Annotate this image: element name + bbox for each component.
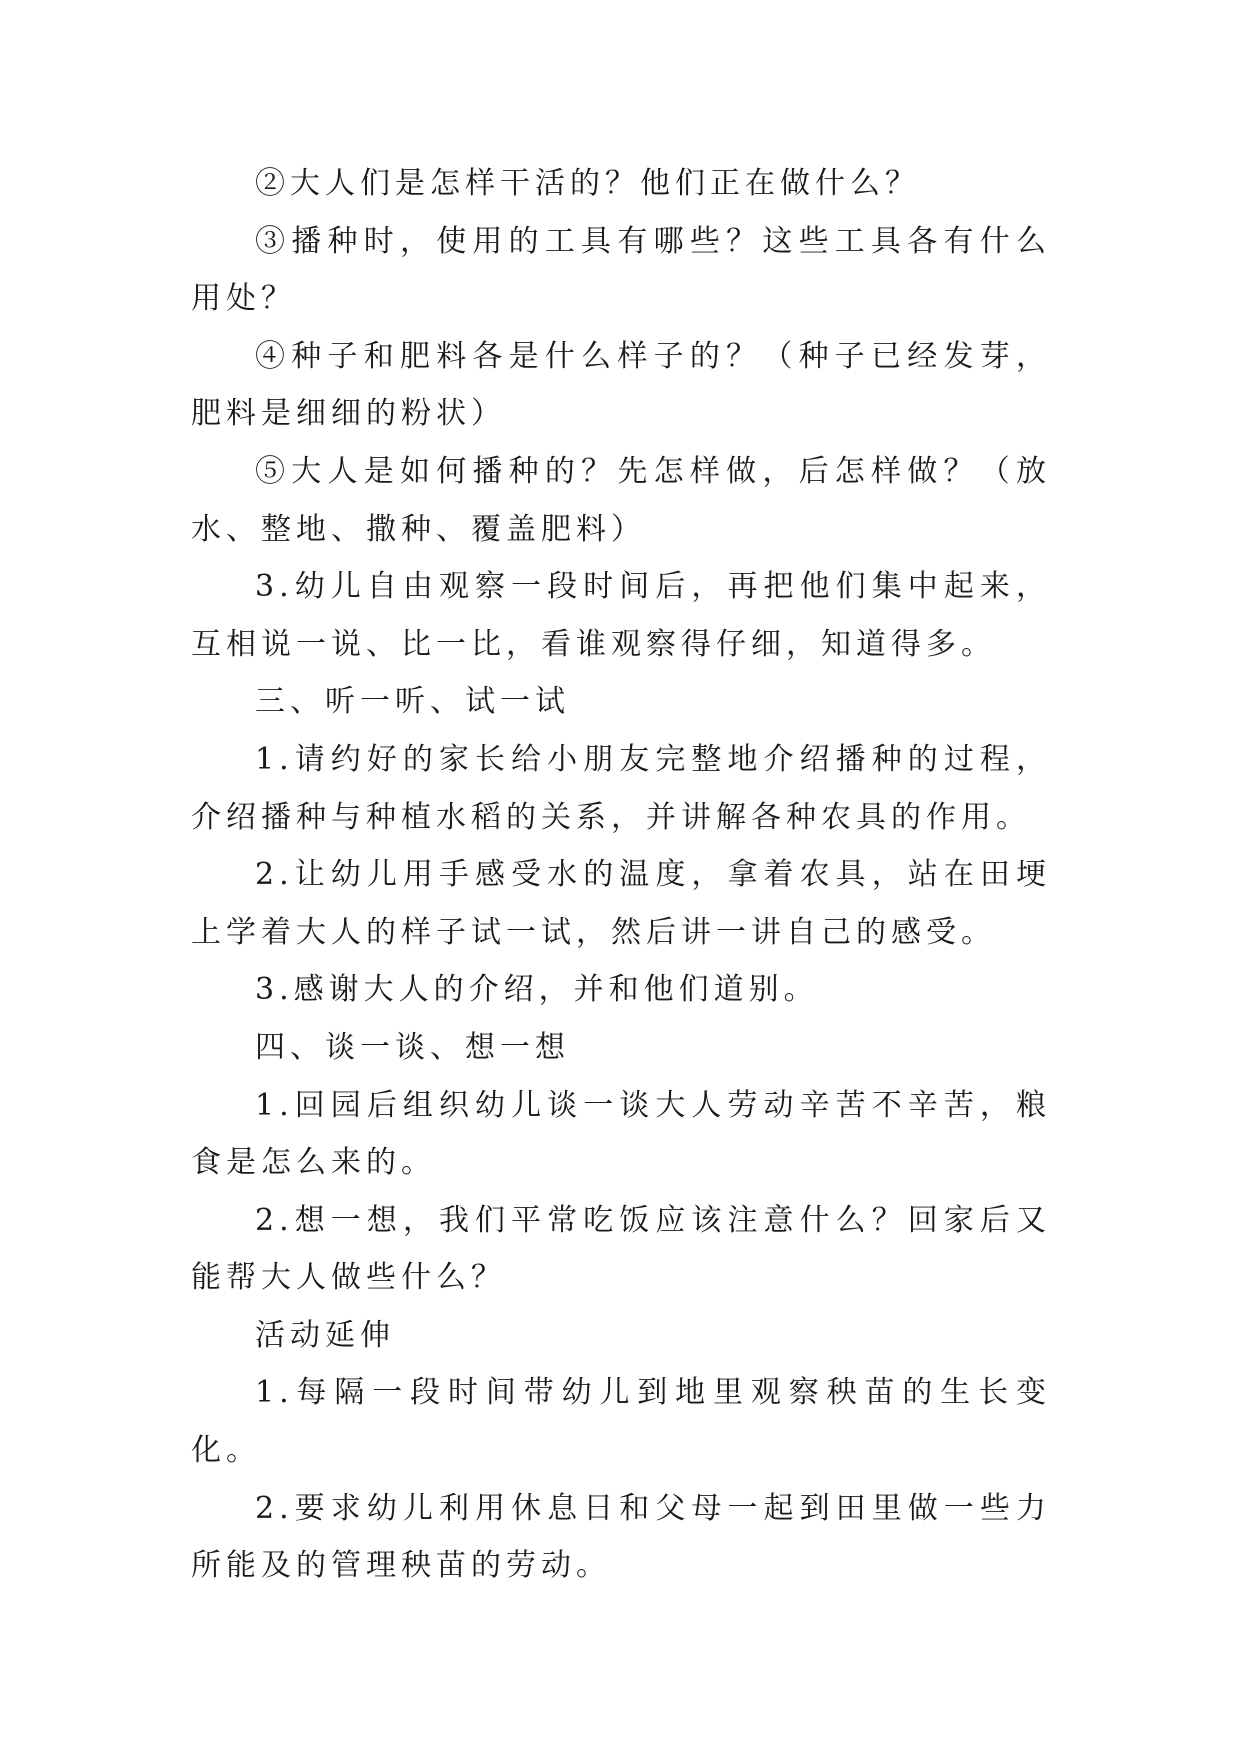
paragraph-talk-step-2: 2.想一想，我们平常吃饭应该注意什么？回家后又能帮大人做些什么？ <box>191 1202 1051 1296</box>
paragraph-extension-step-2: 2.要求幼儿利用休息日和父母一起到田里做一些力所能及的管理秧苗的劳动。 <box>191 1490 1051 1584</box>
paragraph-listen-step-1: 1.请约好的家长给小朋友完整地介绍播种的过程，介绍播种与种植水稻的关系，并讲解各种农具的作用。 <box>191 741 1051 835</box>
section-heading-talk-think: 四、谈一谈、想一想 <box>255 1029 570 1065</box>
paragraph-question-5: ⑤大人是如何播种的？先怎样做，后怎样做？（放水、整地、撒种、覆盖肥料） <box>191 453 1051 547</box>
section-heading-listen-try: 三、听一听、试一试 <box>255 684 570 720</box>
paragraph-question-3: ③播种时，使用的工具有哪些？这些工具各有什么用处？ <box>191 223 1051 317</box>
paragraph-listen-step-3: 3.感谢大人的介绍，并和他们道别。 <box>255 972 819 1008</box>
paragraph-question-2: ②大人们是怎样干活的？他们正在做什么？ <box>255 166 920 201</box>
document-body <box>191 155 1051 1595</box>
paragraph-listen-step-2: 2.让幼儿用手感受水的温度，拿着农具，站在田埂上学着大人的样子试一试，然后讲一讲自己的感受。 <box>191 857 1051 950</box>
paragraph-talk-step-1: 1.回园后组织幼儿谈一谈大人劳动辛苦不辛苦，粮食是怎么来的。 <box>191 1087 1051 1181</box>
section-heading-extension: 活动延伸 <box>255 1317 395 1353</box>
paragraph-extension-step-1: 1.每隔一段时间带幼儿到地里观察秧苗的生长变化。 <box>191 1375 1051 1469</box>
paragraph-observe-step-3: 3.幼儿自由观察一段时间后，再把他们集中起来，互相说一说、比一比，看谁观察得仔细，知道得多。 <box>191 569 1051 662</box>
paragraph-question-4: ④种子和肥料各是什么样子的？（种子已经发芽，肥料是细细的粉状） <box>191 338 1051 432</box>
